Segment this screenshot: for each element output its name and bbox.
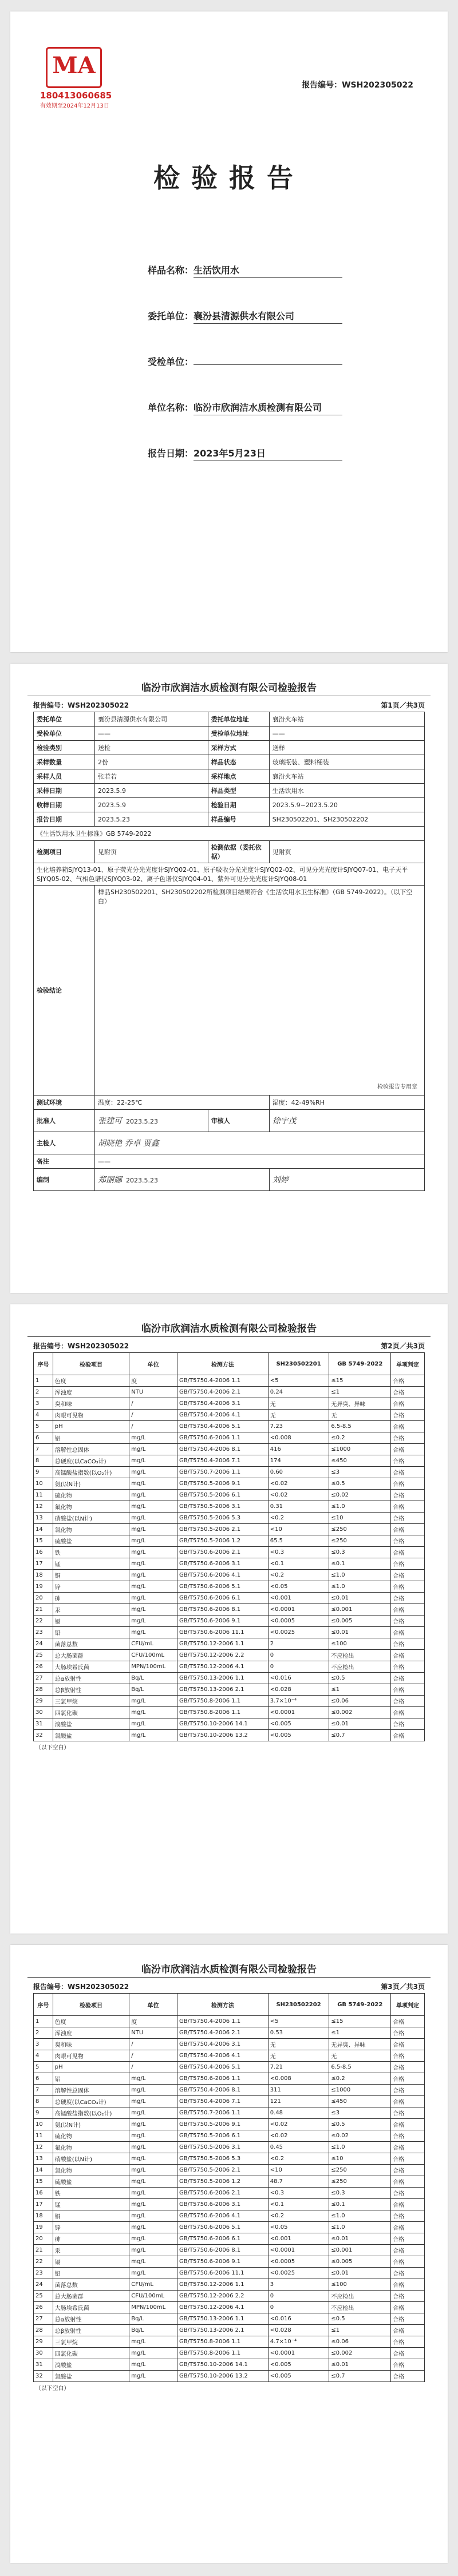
report-number: 报告编号：WSH202305022 — [302, 81, 413, 90]
result-row: 28 总β放射性 Bq/L GB/T5750.13-2006 2.1 <0.028 ≤1 合格 — [34, 1684, 425, 1696]
report-title: 检验报告 — [153, 162, 305, 193]
field-inspected-unit: 受检单位： — [148, 355, 342, 368]
page-meta: 报告编号：WSH202305022 第3页／共3页 — [33, 1983, 425, 1991]
result-row: 13 硝酸盐(以N计) mg/L GB/T5750.5-2006 5.3 <0.2 ≤10 合格 — [34, 2153, 425, 2165]
result-row: 23 铅 mg/L GB/T5750.6-2006 11.1 <0.0025 ≤0.01 合格 — [34, 1627, 425, 1638]
field-sample-name: 样品名称：生活饮用水 — [148, 263, 342, 278]
summary-page — [10, 664, 448, 1293]
result-row: 31 溴酸盐 mg/L GB/T5750.10-2006 14.1 <0.005 ≤0.01 合格 — [34, 1718, 425, 1730]
result-row: 19 锌 mg/L GB/T5750.6-2006 5.1 <0.05 ≤1.0 合格 — [34, 1581, 425, 1593]
result-row: 26 大肠埃希氏菌 MPN/100mL GB/T5750.12-2006 4.1 0 不应检出 合格 — [34, 2302, 425, 2313]
reviewer-signature: 徐宇茂 — [272, 1117, 297, 1126]
result-row: 1 色度 度 GB/T5750.4-2006 1.1 <5 ≤15 合格 — [34, 2016, 425, 2027]
cma-validity: 有效期至2024年12月13日 — [40, 103, 109, 109]
env-row: 测试环境 温度：22-25℃ 湿度：42-49%RH — [34, 1096, 425, 1110]
result-row: 9 高锰酸盐指数(以O₂计) mg/L GB/T5750.7-2006 1.1 0.48 ≤3 合格 — [34, 2107, 425, 2119]
result-row: 17 锰 mg/L GB/T5750.6-2006 3.1 <0.1 ≤0.1 合格 — [34, 2199, 425, 2210]
field-unit-name: 单位名称：临汾市欣润洁水质检测有限公司 — [148, 400, 342, 415]
tester-row: 主检人 胡晓艳 乔卓 贾鑫 — [34, 1132, 425, 1154]
result-row: 3 臭和味 / GB/T5750.4-2006 3.1 无 无异臭、异味 合格 — [34, 2039, 425, 2050]
result-row: 16 铁 mg/L GB/T5750.6-2006 2.1 <0.3 ≤0.3 合格 — [34, 2188, 425, 2199]
result-row: 1 色度 度 GB/T5750.4-2006 1.1 <5 ≤15 合格 — [34, 1375, 425, 1387]
detect-items-row: 检测项目 见附页 检测依据（委托依据） 见附页 — [34, 841, 425, 863]
summary-row: 采样数量 2份 样品状态 玻璃瓶装、塑料桶装 — [34, 755, 425, 769]
results-table-1: 序号 检验项目 单位 检测方法 SH230502201 GB 5749-2022 单项判定 1 色度 度 GB/T5750.4-2006 1.1 <5 ≤15 合格 2 浑浊度 NTU GB/T5750.4-2006 2.1 0.24 ≤1 合格 3 臭和味 / GB/T5750.4-2006 3.1 无 无异臭、异味 合格 4 肉眼可见物 / GB/T5750.4-2006 4.1 无 无 合格 5 pH / GB/T5750.4-2006 5.1 7.23 6.5-8.5 合格 6 铝 mg/L GB/T5750.6-2006 1.1 <0.008 ≤0.2 合格 7 溶解性总固体 mg/L GB/T5750.4-2006 8.1 416 ≤1000 合格 8 总硬度(以CaCO₃计) mg/L GB/T5750.4-2006 7.1 174 ≤450 合格 9 高锰酸盐指数(以O₂计) mg/L GB/T5750.7-2006 1.1 0.60 ≤3 合格 10 氨(以N计) mg/L GB/T5750.5-2006 9.1 <0.02 ≤0.5 合格 11 硫化物 mg/L GB/T5750.5-2006 6.1 <0.02 ≤0.02 合格 12 氟化物 mg/L GB/T5750.5-2006 3.1 0.31 ≤1.0 合格 13 硝酸盐(以N计) mg/L GB/T5750.5-2006 5.3 <0.2 ≤10 合格 14 氯化物 mg/L GB/T5750.5-2006 2.1 <10 ≤250 合格 15 硫酸盐 mg/L GB/T5750.5-2006 1.2 65.5 ≤250 合格 16 铁 mg/L GB/T5750.6-2006 2.1 <0.3 ≤0.3 合格 17 锰 mg/L GB/T5750.6-2006 3.1 <0.1 ≤0.1 合格 18 铜 mg/L GB/T5750.6-2006 4.1 <0.2 ≤1.0 合格 19 锌 mg/L GB/T5750.6-2006 5.1 <0.05 ≤1.0 合格 20 砷 mg/L GB/T5750.6-2006 6.1 <0.001 ≤0.01 合格 21 汞 mg/L GB/T5750.6-2006 8.1 <0.0001 ≤0.001 合格 22 镉 mg/L GB/T5750.6-2006 9.1 <0.0005 ≤0.005 合格 23 铅 mg/L GB/T5750.6-2006 11.1 <0.0025 ≤0.01 合格 24 菌落总数 CFU/mL GB/T5750.12-2006 1.1 2 ≤100 合格 25 总大肠菌群 CFU/100mL GB/T5750.12-2006 2.2 0 不应检出 合格 26 大肠埃希氏菌 MPN/100mL GB/T5750.12-2006 4.1 0 不应检出 合格 27 总α放射性 Bq/L GB/T5750.13-2006 1.1 <0.016 ≤0.5 合格 28 总β放射性 Bq/L GB/T5750.13-2006 2.1 <0.028 ≤1 合格 29 三氯甲烷 mg/L GB/T5750.8-2006 1.1 3.7×10⁻⁴ ≤0.06 合格 30 四氯化碳 mg/L GB/T5750.8-2006 1.1 <0.0001 ≤0.002 合格 31 溴酸盐 mg/L GB/T5750.10-2006 14.1 <0.005 ≤0.01 合格 32 氯酸盐 mg/L GB/T5750.10-2006 13.2 <0.005 ≤0.7 合格 （以下空白） — [33, 1352, 425, 1752]
field-client: 委托单位：襄汾县清源供水有限公司 — [148, 309, 342, 324]
result-row: 22 镉 mg/L GB/T5750.6-2006 9.1 <0.0005 ≤0.005 合格 — [34, 1616, 425, 1627]
result-row: 17 锰 mg/L GB/T5750.6-2006 3.1 <0.1 ≤0.1 合格 — [34, 1558, 425, 1570]
summary-row: 受检单位 —— 受检单位地址 —— — [34, 727, 425, 741]
page-header: 临汾市欣润洁水质检测有限公司检验报告 — [141, 1323, 317, 1335]
result-row: 21 汞 mg/L GB/T5750.6-2006 8.1 <0.0001 ≤0.001 合格 — [34, 1604, 425, 1616]
result-row: 24 菌落总数 CFU/mL GB/T5750.12-2006 1.1 2 ≤100 合格 — [34, 1638, 425, 1650]
result-row: 12 氟化物 mg/L GB/T5750.5-2006 3.1 0.45 ≤1.0 合格 — [34, 2142, 425, 2153]
result-row: 27 总α放射性 Bq/L GB/T5750.13-2006 1.1 <0.016 ≤0.5 合格 — [34, 2313, 425, 2325]
summary-row: 检验类别 送检 采样方式 送样 — [34, 741, 425, 755]
summary-row: 采样日期 2023.5.9 样品类型 生活饮用水 — [34, 784, 425, 798]
result-row: 19 锌 mg/L GB/T5750.6-2006 5.1 <0.05 ≤1.0 合格 — [34, 2222, 425, 2233]
results-page-1 — [10, 1304, 448, 1934]
result-row: 11 硫化物 mg/L GB/T5750.5-2006 6.1 <0.02 ≤0.02 合格 — [34, 2130, 425, 2142]
summary-row: 采样人员 张若若 采样地点 襄汾火车站 — [34, 769, 425, 784]
page-meta: 报告编号：WSH202305022 第1页／共3页 — [33, 701, 425, 709]
result-row: 30 四氯化碳 mg/L GB/T5750.8-2006 1.1 <0.0001 ≤0.002 合格 — [34, 1707, 425, 1718]
summary-row: 收样日期 2023.5.9 检验日期 2023.5.9~2023.5.20 — [34, 798, 425, 812]
summary-table — [33, 712, 425, 1191]
equipment-row: 生化培养箱SJYQ13-01、原子荧光分光光度计SJYQ02-01、原子吸收分光光度计SJYQ02-02、可见分光光度计SJYQ07-01、电子天平SJYQ05-02、气相色谱仪SJYQ03-02、离子色谱仪SJYQ04-01、紫外可见分光光度计SJYQ08-01 — [34, 863, 425, 886]
result-row: 18 铜 mg/L GB/T5750.6-2006 4.1 <0.2 ≤1.0 合格 — [34, 2210, 425, 2222]
result-row: 22 镉 mg/L GB/T5750.6-2006 9.1 <0.0005 ≤0.005 合格 — [34, 2256, 425, 2268]
result-row: 28 总β放射性 Bq/L GB/T5750.13-2006 2.1 <0.028 ≤1 合格 — [34, 2325, 425, 2336]
cma-number: 180413060685 — [40, 90, 112, 101]
result-row: 5 pH / GB/T5750.4-2006 5.1 7.21 6.5-8.5 合格 — [34, 2062, 425, 2073]
result-row: 7 溶解性总固体 mg/L GB/T5750.4-2006 8.1 311 ≤1000 合格 — [34, 2085, 425, 2096]
conclusion-row: 检验结论 样品SH230502201、SH230502202所检测项目结果符合《生活饮用水卫生标准》（GB 5749-2022）。（以下空白） 检验报告专用章 — [34, 886, 425, 1096]
result-row: 25 总大肠菌群 CFU/100mL GB/T5750.12-2006 2.2 0 不应检出 合格 — [34, 2291, 425, 2302]
cma-mark — [40, 47, 114, 109]
checker-signature: 刘婷 — [272, 1176, 289, 1185]
result-row: 26 大肠埃希氏菌 MPN/100mL GB/T5750.12-2006 4.1 0 不应检出 合格 — [34, 1661, 425, 1673]
remark-row: 备注 —— — [34, 1154, 425, 1169]
result-row: 5 pH / GB/T5750.4-2006 5.1 7.23 6.5-8.5 合格 — [34, 1421, 425, 1432]
cma-logo: MA — [46, 47, 102, 88]
result-row: 29 三氯甲烷 mg/L GB/T5750.8-2006 1.1 4.7×10⁻⁴ ≤0.06 合格 — [34, 2336, 425, 2348]
tester-signatures: 胡晓艳 乔卓 贾鑫 — [98, 1139, 159, 1148]
result-row: 29 三氯甲烷 mg/L GB/T5750.8-2006 1.1 3.7×10⁻⁴ ≤0.06 合格 — [34, 1696, 425, 1707]
compiler-row: 编制 郑丽娜 2023.5.23 刘婷 — [34, 1169, 425, 1191]
result-row: 14 氯化物 mg/L GB/T5750.5-2006 2.1 <10 ≤250 合格 — [34, 2165, 425, 2176]
result-row: 12 氟化物 mg/L GB/T5750.5-2006 3.1 0.31 ≤1.0 合格 — [34, 1501, 425, 1513]
result-row: 32 氯酸盐 mg/L GB/T5750.10-2006 13.2 <0.005 ≤0.7 合格 — [34, 1730, 425, 1741]
result-row: 18 铜 mg/L GB/T5750.6-2006 4.1 <0.2 ≤1.0 合格 — [34, 1570, 425, 1581]
summary-row: 委托单位 襄汾县清源供水有限公司 委托单位地址 襄汾火车站 — [34, 712, 425, 727]
result-row: 23 铅 mg/L GB/T5750.6-2006 11.1 <0.0025 ≤0.01 合格 — [34, 2268, 425, 2279]
result-row: 32 氯酸盐 mg/L GB/T5750.10-2006 13.2 <0.005 ≤0.7 合格 — [34, 2371, 425, 2382]
result-row: 6 铝 mg/L GB/T5750.6-2006 1.1 <0.008 ≤0.2 合格 — [34, 1432, 425, 1444]
page-header: 临汾市欣润洁水质检测有限公司检验报告 — [141, 682, 317, 694]
results-table-2: 序号 检验项目 单位 检测方法 SH230502202 GB 5749-2022 单项判定 1 色度 度 GB/T5750.4-2006 1.1 <5 ≤15 合格 2 浑浊度 NTU GB/T5750.4-2006 2.1 0.53 ≤1 合格 3 臭和味 / GB/T5750.4-2006 3.1 无 无异臭、异味 合格 4 肉眼可见物 / GB/T5750.4-2006 4.1 无 无 合格 5 pH / GB/T5750.4-2006 5.1 7.21 6.5-8.5 合格 6 铝 mg/L GB/T5750.6-2006 1.1 <0.008 ≤0.2 合格 7 溶解性总固体 mg/L GB/T5750.4-2006 8.1 311 ≤1000 合格 8 总硬度(以CaCO₃计) mg/L GB/T5750.4-2006 7.1 121 ≤450 合格 9 高锰酸盐指数(以O₂计) mg/L GB/T5750.7-2006 1.1 0.48 ≤3 合格 10 氨(以N计) mg/L GB/T5750.5-2006 9.1 <0.02 ≤0.5 合格 11 硫化物 mg/L GB/T5750.5-2006 6.1 <0.02 ≤0.02 合格 12 氟化物 mg/L GB/T5750.5-2006 3.1 0.45 ≤1.0 合格 13 硝酸盐(以N计) mg/L GB/T5750.5-2006 5.3 <0.2 ≤10 合格 14 氯化物 mg/L GB/T5750.5-2006 2.1 <10 ≤250 合格 15 硫酸盐 mg/L GB/T5750.5-2006 1.2 48.7 ≤250 合格 16 铁 mg/L GB/T5750.6-2006 2.1 <0.3 ≤0.3 合格 17 锰 mg/L GB/T5750.6-2006 3.1 <0.1 ≤0.1 合格 18 铜 mg/L GB/T5750.6-2006 4.1 <0.2 ≤1.0 合格 19 锌 mg/L GB/T5750.6-2006 5.1 <0.05 ≤1.0 合格 20 砷 mg/L GB/T5750.6-2006 6.1 <0.001 ≤0.01 合格 21 汞 mg/L GB/T5750.6-2006 8.1 <0.0001 ≤0.001 合格 22 镉 mg/L GB/T5750.6-2006 9.1 <0.0005 ≤0.005 合格 23 铅 mg/L GB/T5750.6-2006 11.1 <0.0025 ≤0.01 合格 24 菌落总数 CFU/mL GB/T5750.12-2006 1.1 3 ≤100 合格 25 总大肠菌群 CFU/100mL GB/T5750.12-2006 2.2 0 不应检出 合格 26 大肠埃希氏菌 MPN/100mL GB/T5750.12-2006 4.1 0 不应检出 合格 27 总α放射性 Bq/L GB/T5750.13-2006 1.1 <0.016 ≤0.5 合格 28 总β放射性 Bq/L GB/T5750.13-2006 2.1 <0.028 ≤1 合格 29 三氯甲烷 mg/L GB/T5750.8-2006 1.1 4.7×10⁻⁴ ≤0.06 合格 30 四氯化碳 mg/L GB/T5750.8-2006 1.1 <0.0001 ≤0.002 合格 31 溴酸盐 mg/L GB/T5750.10-2006 14.1 <0.005 ≤0.01 合格 32 氯酸盐 mg/L GB/T5750.10-2006 13.2 <0.005 ≤0.7 合格 （以下空白） — [33, 1993, 425, 2393]
result-row: 9 高锰酸盐指数(以O₂计) mg/L GB/T5750.7-2006 1.1 0.60 ≤3 合格 — [34, 1467, 425, 1478]
result-row: 2 浑浊度 NTU GB/T5750.4-2006 2.1 0.24 ≤1 合格 — [34, 1387, 425, 1398]
result-row: 10 氨(以N计) mg/L GB/T5750.5-2006 9.1 <0.02 ≤0.5 合格 — [34, 2119, 425, 2130]
result-row: 30 四氯化碳 mg/L GB/T5750.8-2006 1.1 <0.0001 ≤0.002 合格 — [34, 2348, 425, 2359]
result-row: 3 臭和味 / GB/T5750.4-2006 3.1 无 无异臭、异味 合格 — [34, 1398, 425, 1410]
page-header: 临汾市欣润洁水质检测有限公司检验报告 — [141, 1964, 317, 1975]
field-report-date: 报告日期：2023年5月23日 — [148, 446, 342, 461]
result-row: 2 浑浊度 NTU GB/T5750.4-2006 2.1 0.53 ≤1 合格 — [34, 2027, 425, 2039]
result-row: 11 硫化物 mg/L GB/T5750.5-2006 6.1 <0.02 ≤0.02 合格 — [34, 1490, 425, 1501]
result-row: 7 溶解性总固体 mg/L GB/T5750.4-2006 8.1 416 ≤1000 合格 — [34, 1444, 425, 1455]
result-row: 14 氯化物 mg/L GB/T5750.5-2006 2.1 <10 ≤250 合格 — [34, 1524, 425, 1535]
result-row: 21 汞 mg/L GB/T5750.6-2006 8.1 <0.0001 ≤0.001 合格 — [34, 2245, 425, 2256]
approver-row: 批准人 张建可 2023.5.23 审核人 徐宇茂 — [34, 1110, 425, 1132]
result-row: 27 总α放射性 Bq/L GB/T5750.13-2006 1.1 <0.016 ≤0.5 合格 — [34, 1673, 425, 1684]
blank-note: （以下空白） — [35, 1745, 70, 1751]
result-row: 13 硝酸盐(以N计) mg/L GB/T5750.5-2006 5.3 <0.2 ≤10 合格 — [34, 1513, 425, 1524]
result-row: 16 铁 mg/L GB/T5750.6-2006 2.1 <0.3 ≤0.3 合格 — [34, 1547, 425, 1558]
page-meta: 报告编号：WSH202305022 第2页／共3页 — [33, 1342, 425, 1350]
result-row: 20 砷 mg/L GB/T5750.6-2006 6.1 <0.001 ≤0.01 合格 — [34, 2233, 425, 2245]
result-row: 25 总大肠菌群 CFU/100mL GB/T5750.12-2006 2.2 0 不应检出 合格 — [34, 1650, 425, 1661]
result-row: 10 氨(以N计) mg/L GB/T5750.5-2006 9.1 <0.02 ≤0.5 合格 — [34, 1478, 425, 1490]
result-row: 20 砷 mg/L GB/T5750.6-2006 6.1 <0.001 ≤0.01 合格 — [34, 1593, 425, 1604]
result-row: 8 总硬度(以CaCO₃计) mg/L GB/T5750.4-2006 7.1 121 ≤450 合格 — [34, 2096, 425, 2107]
result-row: 15 硫酸盐 mg/L GB/T5750.5-2006 1.2 48.7 ≤250 合格 — [34, 2176, 425, 2188]
result-row: 4 肉眼可见物 / GB/T5750.4-2006 4.1 无 无 合格 — [34, 2050, 425, 2062]
result-row: 8 总硬度(以CaCO₃计) mg/L GB/T5750.4-2006 7.1 174 ≤450 合格 — [34, 1455, 425, 1467]
summary-row: 报告日期 2023.5.23 样品编号 SH230502201、SH230502202 — [34, 812, 425, 827]
standard-row: 《生活饮用水卫生标准》GB 5749-2022 — [34, 827, 425, 841]
cover-page — [10, 11, 448, 652]
result-row: 4 肉眼可见物 / GB/T5750.4-2006 4.1 无 无 合格 — [34, 1410, 425, 1421]
result-row: 31 溴酸盐 mg/L GB/T5750.10-2006 14.1 <0.005 ≤0.01 合格 — [34, 2359, 425, 2371]
result-row: 24 菌落总数 CFU/mL GB/T5750.12-2006 1.1 3 ≤100 合格 — [34, 2279, 425, 2291]
result-row: 6 铝 mg/L GB/T5750.6-2006 1.1 <0.008 ≤0.2 合格 — [34, 2073, 425, 2085]
results-page-2 — [10, 1945, 448, 2563]
result-row: 15 硫酸盐 mg/L GB/T5750.5-2006 1.2 65.5 ≤250 合格 — [34, 1535, 425, 1547]
approver-signature: 张建可 — [98, 1117, 122, 1126]
compiler-signature: 郑丽娜 — [98, 1176, 122, 1185]
seal-label: 检验报告专用章 — [377, 1084, 417, 1090]
blank-note: （以下空白） — [35, 2386, 70, 2392]
